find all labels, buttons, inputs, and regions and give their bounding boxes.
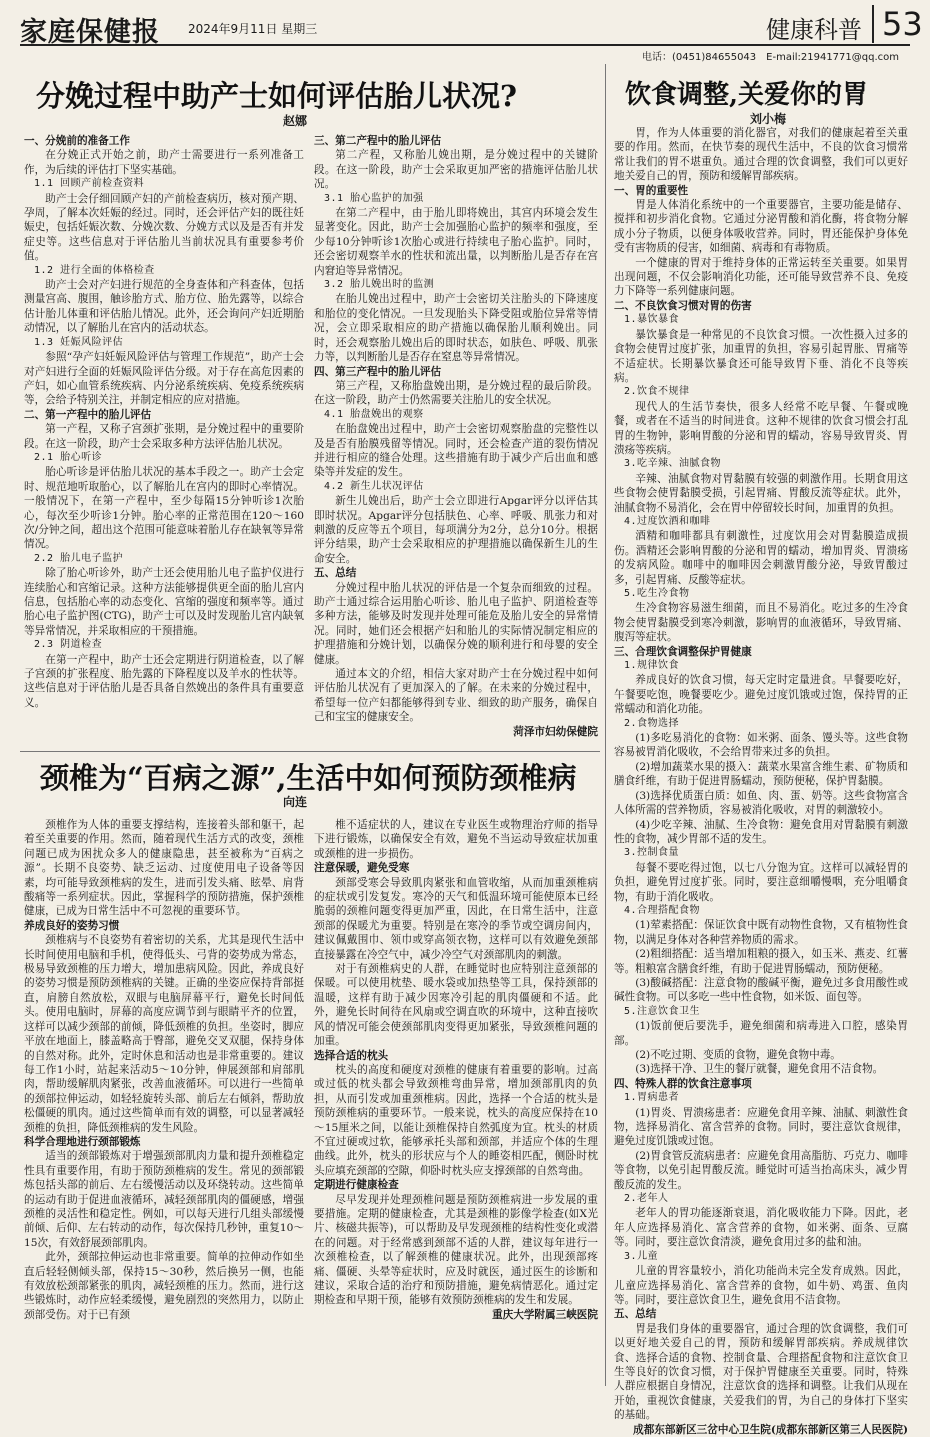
paragraph: 适当的颈部锻炼对于增强颈部肌肉力量和提升颈椎稳定性具有重要作用，有助于预防颈椎病的发生。常见的颈部锻炼包括头部的前后、左右缓慢活动以及环绕转动。这些简单的运动有助于促进血液循环，减轻颈部肌肉的僵硬感，增强颈椎的灵活性和稳定性。例如，可以每天进行几组头部缓慢前倾、后仰、左右转动的动作，每次保持几秒钟，重复10～15次，有效舒展颈部肌肉。: [24, 1150, 304, 1249]
subsection-heading: 3.1 胎心监护的加强: [324, 192, 424, 204]
paragraph: 胃，作为人体重要的消化器官，对我们的健康起着至关重要的作用。然而，在快节奏的现代生活中，不良的饮食习惯常常让我们的胃不堪重负。通过合理的饮食调整，我们可以更好地关爱自己的胃，预防和缓解胃部疾病。: [614, 127, 908, 183]
paragraph: 第一产程，又称子宫颈扩张期，是分娩过程中的重要阶段。在这一阶段，助产士会采取多种方法评估胎儿状况。: [24, 423, 304, 450]
paragraph: 在胎儿娩出过程中，助产士会密切关注胎头的下降速度和胎位的变化情况。一旦发现胎头下降受阻或胎位异常等情况，会立即采取相应的助产措施以确保胎儿顺利娩出。同时，还会观察胎儿娩出后的即时状态，如肤色、呼吸、肌张力等，以判断胎儿是否存在窒息等异常情况。: [314, 293, 598, 364]
subsection-heading: 1.2 进行全面的体格检查: [34, 264, 155, 276]
article-column: [24, 818, 304, 1386]
article-column: [614, 126, 908, 1436]
paragraph: (1)多吃易消化的食物：如米粥、面条、馒头等。这些食物容易被胃消化吸收，不会给胃带来过多的负担。: [614, 732, 908, 759]
subsection-heading: 2.饮食不规律: [624, 386, 690, 398]
subsection-heading: 3.吃辛辣、油腻食物: [624, 458, 722, 470]
subsection-heading: 4.过度饮酒和咖啡: [624, 515, 711, 527]
subsection-heading: 1.暴饮暴食: [624, 314, 680, 326]
section-heading: 二、第一产程中的胎儿评估: [24, 408, 152, 421]
subsection-heading: 2.2 胎儿电子监护: [34, 552, 124, 564]
paragraph: (2)胃食管反流病患者：应避免食用高脂肪、巧克力、咖啡等食物，以免引起胃酸反流。睡觉时可适当抬高床头，减少胃酸反流的发生。: [614, 1149, 908, 1191]
section-heading: 五、总结: [614, 1308, 657, 1321]
paragraph: 枕头的高度和硬度对颈椎的健康有着重要的影响。过高或过低的枕头都会导致颈椎弯曲异常，增加颈部肌肉的负担，从而引发或加重颈椎病。因此，选择一个合适的枕头是预防颈椎病的重要环节。一般来说，枕头的高度应保持在10～15厘米之间，以能让颈椎保持自然弧度为宜。枕头的材质不宜过硬或过软，能够承托头部和颈部，并适应个体的生理曲线。此外，枕头的形状应与个人的睡姿相匹配，侧卧时枕头应填充颈部的空隙，仰卧时枕头应支撑颈部的自然弯曲。: [314, 1063, 598, 1177]
article-column: [24, 134, 304, 746]
paragraph: 颈椎病与不良姿势有着密切的关系，尤其是现代生活中长时间使用电脑和手机，使得低头、弓背的姿势成为常态，极易导致颈椎的压力增大，增加患病风险。因此，养成良好的姿势习惯是预防颈椎病的关键。正确的坐姿应保持背部挺直，肩膀自然放松，双眼与电脑屏幕平行，避免长时间低头。使用电脑时，屏幕的高度应调节到与眼睛平齐的位置，这样可以减少颈部的前倾，降低颈椎的负担。坐姿时，脚应平放在地面上，膝盖略高于臀部，避免交叉双腿，保持身体的自然对称。此外，定时休息和活动也是非常重要的。建议每工作1小时，站起来活动5～10分钟，伸展颈部和肩部肌肉，帮助缓解肌肉紧张，改善血液循环。可以进行一些简单的颈部拉伸运动，如轻轻旋转头部、前后左右倾斜，帮助放松僵硬的肌肉。通过这些简单而有效的调整，可以显著减轻颈椎的负担，降低颈椎病的发生风险。: [24, 934, 304, 1134]
page-number: 53: [872, 5, 923, 43]
paragraph: 第二产程，又称胎儿娩出期，是分娩过程中的关键阶段。在这一阶段，助产士会采取更加严密的措施评估胎儿状况。: [314, 149, 598, 191]
section-heading: 定期进行健康检查: [314, 1179, 399, 1192]
article-title: 颈椎为“百病之源”,生活中如何预防颈椎病: [40, 761, 577, 795]
paragraph: 新生儿娩出后，助产士会立即进行Apgar评分以评估其即时状况。Apgar评分包括肤色、心率、呼吸、肌张力和对刺激的反应等五个项目，每项满分为2分，总分10分。根据评分结果，助产士会采取相应的护理措施以确保新生儿的生命安全。: [314, 495, 598, 565]
paragraph: 儿童的胃容量较小，消化功能尚未完全发育成熟。因此，儿童应选择易消化、富含营养的食物，如牛奶、鸡蛋、鱼肉等。同时，要注意饮食卫生，避免食用不洁食物。: [614, 1265, 908, 1306]
subsection-heading: 3.儿童: [624, 1250, 659, 1262]
subsection-heading: 4.合理搭配食物: [624, 904, 701, 916]
subsection-heading: 5.吃生冷食物: [624, 588, 690, 599]
section-heading: 养成良好的姿势习惯: [24, 919, 120, 932]
paragraph: (2)粗细搭配：适当增加粗粮的摄入，如玉米、燕麦、红薯等。粗粮富含膳食纤维，有助于促进胃肠蠕动，预防便秘。: [614, 948, 908, 975]
subsection-heading: 1.1 回顾产前检查资料: [34, 178, 145, 190]
section-heading: 五、总结: [314, 567, 357, 580]
section-heading: 四、第三产程中的胎儿评估: [314, 365, 442, 378]
section-heading: 科学合理地进行颈部锻炼: [24, 1135, 141, 1148]
paragraph: (1)荤素搭配：保证饮食中既有动物性食物，又有植物性食物，以满足身体对各种营养物质的需求。: [614, 919, 908, 946]
subsection-heading: 3.2 胎儿娩出时的监测: [324, 279, 435, 291]
paragraph: 助产士会仔细回顾产妇的产前检查病历，核对预产期、孕周，了解本次妊娠的经过。同时，还会评估产妇的既往妊娠史，包括妊娠次数、分娩次数、分娩方式以及是否有并发症史等。这些信息对于评估胎儿当前状况具有重要参考价值。: [24, 192, 304, 263]
subsection-heading: 1.3 妊娠风险评估: [34, 336, 124, 348]
paragraph: 一个健康的胃对于维持身体的正常运转至关重要。如果胃出现问题，不仅会影响消化功能，还可能导致营养不良、免疫力下降等一系列健康问题。: [614, 256, 908, 298]
article-author: 刘小梅: [750, 112, 787, 126]
paragraph: 在第二产程中，由于胎儿即将娩出，其宫内环境会发生显著变化。因此，助产士会加强胎心监护的频率和强度，至少每10分钟听诊1次胎心或进行持续电子胎心监护。同时，还会密切观察羊水的性状和流出量，以判断胎儿是否存在宫内窘迫等异常情况。: [314, 207, 598, 277]
section-heading: 注意保暖，避免受寒: [314, 862, 410, 875]
article-divider: [20, 751, 600, 752]
paragraph: 对于有颈椎病史的人群，在睡觉时也应特别注意颈部的保暖。可以使用枕垫、暖水袋或加热垫等工具，保持颈部的温暖，这样有助于减少因寒冷引起的肌肉僵硬和不适。此外，避免长时间待在风扇或空调直吹的环境中，这种直接吹风的情况可能会使颈部肌肉变得更加紧张，导致颈椎问题的加重。: [314, 963, 598, 1048]
paragraph: 胎心听诊是评估胎儿状况的基本手段之一。助产士会定时、规范地听取胎心，以了解胎儿在宫内的即时心率情况。一般情况下，在第一产程中，至少每隔15分钟听诊1次胎心，每次至少听诊1分钟。胎心率的正常范围在120～160次/分钟之间，超出这个范围可能意味着胎儿存在缺氧等异常情况。: [24, 466, 304, 551]
section-heading: 选择合适的枕头: [314, 1049, 389, 1062]
paragraph: 在分娩正式开始之前，助产士需要进行一系列准备工作，为后续的评估打下坚实基础。: [24, 149, 304, 176]
paragraph: 养成良好的饮食习惯，每天定时定量进食。早餐要吃好，午餐要吃饱，晚餐要吃少。避免过度饥饿或过饱，保持胃的正常蠕动和消化功能。: [614, 674, 908, 716]
section-heading: 三、合理饮食调整保护胃健康: [614, 645, 752, 658]
paragraph: 参照“孕产妇妊娠风险评估与管理工作规范”，助产士会对产妇进行全面的妊娠风险评估分级。对于存在高危因素的产妇，如心血管系统疾病、内分泌系统疾病、免疫系统疾病等，会给予特别关注，并制定相应的应对措施。: [24, 351, 304, 407]
masthead: [20, 5, 923, 48]
paragraph: (2)增加蔬菜水果的摄入：蔬菜水果富含维生素、矿物质和膳食纤维，有助于促进胃肠蠕动，预防便秘，保护胃黏膜。: [614, 760, 908, 788]
subsection-heading: 2.1 胎心听诊: [34, 451, 103, 463]
paragraph: 此外，颈部拉伸运动也非常重要。简单的拉伸动作如坐直后轻轻侧倾头部，保持15～30秒，然后换另一侧，也能有效放松颈部紧张的肌肉，减轻颈椎的压力。然而，进行这些锻炼时，动作应轻柔缓慢，避免剧烈的突然用力，以防止颈部受伤。对于已有颈: [24, 1251, 304, 1321]
subsection-heading: 4.1 胎盘娩出的观察: [324, 408, 424, 420]
contact-line: 电话：(0451)84655043 E-mail:21941771@qq.com: [642, 52, 900, 63]
paragraph: 暴饮暴食是一种常见的不良饮食习惯。一次性摄入过多的食物会使胃过度扩张，加重胃的负担，容易引起胃胀、胃痛等不适症状。长期暴饮暴食还可能导致胃下垂、消化不良等疾病。: [614, 328, 908, 384]
source-credit: 成都东部新区三岔中心卫生院(成都东部新区第三人民医院): [633, 1423, 908, 1436]
paragraph: 颈部受寒会导致肌肉紧张和血管收缩，从而加重颈椎病的症状或引发复发。寒冷的天气和低温环境可能使原本已经脆弱的颈椎问题变得更加严重，因此，在日常生活中，注意颈部的保暖尤为重要。特别是在寒冷的季节或空调房间内，建议佩戴围巾、领巾或穿高领衣物，这样可以有效避免颈部直接暴露在冷空气中，减少冷空气对颈部肌肉的刺激。: [314, 876, 598, 961]
subsection-heading: 1.规律饮食: [624, 660, 680, 672]
paragraph: 酒精和咖啡都具有刺激性，过度饮用会对胃黏膜造成损伤。酒精还会影响胃酸的分泌和胃的蠕动，增加胃炎、胃溃疡的发病风险。咖啡中的咖啡因会刺激胃酸分泌，导致胃酸过多，引起胃痛、反酸等症状。: [614, 530, 908, 586]
paragraph: (1)胃炎、胃溃疡患者：应避免食用辛辣、油腻、刺激性食物，选择易消化、富含营养的食物。同时，要注意饮食规律，避免过度饥饿或过饱。: [614, 1106, 908, 1148]
paragraph: 辛辣、油腻食物对胃黏膜有较强的刺激作用。长期食用这些食物会使胃黏膜受损，引起胃痛、胃酸反流等症状。此外，油腻食物不易消化，会在胃中停留较长时间，加重胃的负担。: [614, 472, 908, 514]
paragraph: (3)选择干净、卫生的餐厅就餐，避免食用不洁食物。: [635, 1063, 884, 1076]
paper-name: 家庭保健报: [20, 17, 160, 48]
article-author: 向连: [283, 795, 308, 809]
source-credit: 菏泽市妇幼保健院: [513, 725, 598, 738]
article-author: 赵娜: [283, 114, 308, 128]
paragraph: 胃是我们身体的重要器官，通过合理的饮食调整，我们可以更好地关爱自己的胃，预防和缓解胃部疾病。养成规律饮食、选择合适的食物、控制食量、合理搭配食物和注意饮食卫生等良好的饮食习惯，对于保护胃健康至关重要。同时，特殊人群应根据自身情况，注意饮食的选择和调整。让我们从现在开始，重视饮食健康，关爱我们的胃，为自己的身体打下坚实的基础。: [614, 1322, 908, 1422]
section-heading: 二、不良饮食习惯对胃的伤害: [614, 299, 752, 312]
issue-date: 2024年9月11日 星期三: [188, 22, 318, 36]
section-heading: 一、胃的重要性: [614, 184, 689, 197]
paragraph: 现代人的生活节奏快，很多人经常不吃早餐、午餐或晚餐，或者在不适当的时间进食。这种不规律的饮食习惯会打乱胃的生物钟，影响胃酸的分泌和胃的蠕动，容易导致胃炎、胃溃疡等疾病。: [614, 400, 908, 456]
subsection-heading: 1.胃病患者: [624, 1092, 680, 1104]
article-title: 分娩过程中助产士如何评估胎儿状况?: [36, 79, 517, 113]
paragraph: 椎不适症状的人，建议在专业医生或物理治疗师的指导下进行锻炼，以确保安全有效，避免不当运动导致症状加重或颈椎的进一步损伤。: [314, 819, 598, 860]
subsection-heading: 2.3 阴道检查: [34, 639, 103, 651]
paragraph: 老年人的胃功能逐渐衰退，消化吸收能力下降。因此，老年人应选择易消化、富含营养的食物，如米粥、面条、豆腐等。同时，要注意饮食清淡，避免食用过多的盐和油。: [614, 1207, 908, 1249]
section-name: 健康科普: [766, 16, 862, 44]
paragraph: (4)少吃辛辣、油腻、生冷食物：避免食用对胃黏膜有刺激性的食物，减少胃部不适的发生。: [614, 818, 908, 845]
paragraph: 通过本文的介绍，相信大家对助产士在分娩过程中如何评估胎儿状况有了更加深入的了解。在未来的分娩过程中，希望每一位产妇都能够得到专业、细致的助产服务，确保自己和宝宝的健康安全。: [314, 668, 598, 724]
subsection-heading: 3.控制食量: [624, 847, 680, 859]
paragraph: 每餐不要吃得过饱，以七八分饱为宜。这样可以减轻胃的负担，避免胃过度扩张。同时，要注意细嚼慢咽，充分咀嚼食物，有助于消化吸收。: [614, 861, 908, 903]
subsection-heading: 4.2 新生儿状况评估: [324, 480, 424, 492]
section-heading: 四、特殊人群的饮食注意事项: [614, 1077, 752, 1090]
paragraph: (1)饭前便后要洗手，避免细菌和病毒进入口腔，感染胃部。: [614, 1020, 908, 1047]
paragraph: 除了胎心听诊外，助产士还会使用胎儿电子监护仪进行连续胎心和宫缩记录。这种方法能够提供更全面的胎儿宫内信息，包括胎心率的动态变化、宫缩的强度和频率等。通过胎心电子监护图(CTG)，助产士可以及时发现胎儿宫内缺氧等异常情况，并采取相应的干预措施。: [24, 567, 304, 637]
paragraph: 尽早发现并处理颈椎问题是预防颈椎病进一步发展的重要措施。定期的健康检查，尤其是颈椎的影像学检查(如X光片、核磁共振等)，可以帮助及早发现颈椎的结构性变化或潜在的问题。对于经常感到颈部不适的人群，建议每年进行一次颈椎检查，以了解颈椎的健康状况。此外，出现颈部疼痛、僵硬、头晕等症状时，应及时就医，通过医生的诊断和建议，采取合适的治疗和预防措施，避免病情恶化。通过定期检查和早期干预，能够有效预防颈椎病的发生和发展。: [314, 1193, 598, 1307]
paragraph: (2)不吃过期、变质的食物，避免食物中毒。: [635, 1049, 841, 1061]
paragraph: 生冷食物容易滋生细菌，而且不易消化。吃过多的生冷食物会使胃黏膜受到寒冷刺激，影响胃的血液循环，导致胃痛、腹泻等症状。: [614, 602, 908, 644]
subsection-heading: 2.老年人: [624, 1193, 669, 1205]
paragraph: 颈椎作为人体的重要支撑结构，连接着头部和躯干，起着至关重要的作用。然而，随着现代生活方式的改变，颈椎问题已成为困扰众多人的健康隐患，甚至被称为“百病之源”。长期不良姿势、缺乏运动、过度使用电子设备等因素，均可能导致颈椎病的发生，进而引发头痛、眩晕、肩背酸痛等一系列症状。因此，掌握科学的预防措施，保护颈椎健康，已成为日常生活中不可忽视的重要环节。: [24, 819, 304, 918]
paragraph: (3)选择优质蛋白质：如鱼、肉、蛋、奶等。这些食物富含人体所需的营养物质，容易被消化吸收，对胃的刺激较小。: [614, 789, 908, 817]
paragraph: 助产士会对产妇进行规范的全身查体和产科查体，包括测量宫高、腹围，触诊胎方式、胎方位、胎先露等，以综合估计胎儿体重和评估胎儿情况。此外，还会询问产妇近期胎动情况，以了解胎儿在宫内的活动状态。: [24, 279, 304, 335]
subsection-heading: 2.食物选择: [624, 717, 680, 729]
paragraph: 第三产程，又称胎盘娩出期，是分娩过程的最后阶段。在这一阶段，助产士仍然需要关注胎儿的安全状况。: [314, 379, 598, 407]
paragraph: 在胎盘娩出过程中，助产士会密切观察胎盘的完整性以及是否有胎膜残留等情况。同时，还会检查产道的裂伤情况并进行相应的缝合处理。这些措施有助于减少产后出血和感染等并发症的发生。: [314, 423, 598, 479]
article-column: [314, 134, 598, 746]
article-title: 饮食调整,关爱你的胃: [625, 80, 869, 110]
paragraph: 胃是人体消化系统中的一个重要器官，主要功能是储存、搅拌和初步消化食物。它通过分泌胃酸和消化酶，将食物分解成小分子物质，以便身体吸收营养。同时，胃还能保护身体免受有害物质的侵害，如细菌、病毒和有毒物质。: [614, 199, 908, 255]
section-heading: 一、分娩前的准备工作: [24, 135, 130, 147]
paragraph: 分娩过程中胎儿状况的评估是一个复杂而细致的过程。助产士通过综合运用胎心听诊、胎儿电子监护、阴道检查等多种方法，能够及时发现并处理可能危及胎儿安全的异常情况。同时，她们还会根据产妇和胎儿的实际情况制定相应的护理措施和分娩计划，以确保分娩的顺利进行和母婴的安全健康。: [314, 581, 598, 666]
source-credit: 重庆大学附属三峡医院: [492, 1308, 598, 1321]
section-heading: 三、第二产程中的胎儿评估: [314, 135, 442, 147]
paragraph: (3)酸碱搭配：注意食物的酸碱平衡，避免过多食用酸性或碱性食物。可以多吃一些中性食物，如米饭、面包等。: [614, 976, 908, 1004]
subsection-heading: 5.注意饮食卫生: [624, 1005, 701, 1017]
paragraph: 在第一产程中，助产士还会定期进行阴道检查，以了解子宫颈的扩张程度、胎先露的下降程度以及羊水的性状等。这些信息对于评估胎儿是否具备自然娩出的条件具有重要意义。: [24, 653, 304, 709]
article-column: [314, 818, 598, 1386]
column-divider: [605, 64, 606, 1386]
